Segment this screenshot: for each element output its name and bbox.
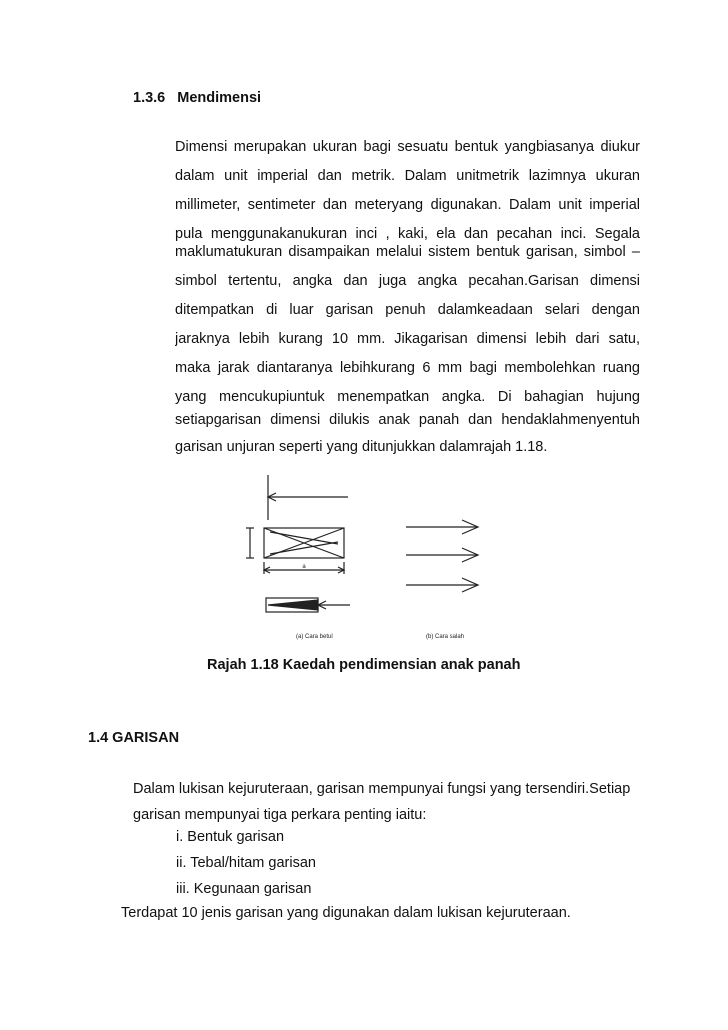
garisan-closing: Terdapat 10 jenis garisan yang digunakan dalam lukisan kejuruteraan.	[121, 905, 571, 921]
dimension-arrow-figure	[230, 470, 510, 645]
wrong-arrows	[406, 520, 478, 592]
intro-line: Dalam lukisan kejuruteraan, garisan mempunyai fungsi yang tersendiri.Setiap	[133, 781, 631, 797]
figure-label-correct: (a) Cara betul	[296, 634, 333, 640]
section-heading	[133, 90, 261, 106]
paragraph-line: setiapgarisan dimensi dilukis anak panah dan hendaklahmenyentuh	[175, 412, 640, 428]
paragraph-line: maklumatukuran disampaikan melalui sistem bentuk garisan, simbol –	[175, 244, 640, 260]
paragraph-line: simbol tertentu, angka dan juga angka pecahan.Garisan dimensi	[175, 273, 640, 289]
paragraph-line: maka jarak diantaranya lebihkurang 6 mm bagi membolehkan ruang	[175, 360, 640, 376]
section-number: 1.3.6	[133, 90, 166, 106]
dimension-letter: a	[302, 564, 306, 570]
section-title: Mendimensi	[177, 90, 262, 106]
section-garisan-heading: 1.4 GARISAN	[88, 730, 180, 746]
paragraph-line: ditempatkan di luar garisan penuh dalamkeadaan selari dengan	[175, 302, 640, 318]
paragraph-line: millimeter, sentimeter dan meteryang digunakan. Dalam unit imperial	[175, 197, 640, 213]
figure-caption: Rajah 1.18 Kaedah pendimensian anak panah	[207, 657, 521, 673]
intro-line: garisan mempunyai tiga perkara penting iaitu:	[133, 807, 427, 823]
figure-label-wrong: (b) Cara salah	[426, 634, 465, 640]
filled-arrow	[266, 598, 350, 612]
list-item: iii. Kegunaan garisan	[176, 881, 312, 897]
paragraph-line: jaraknya lebih kurang 10 mm. Jikagarisan dimensi lebih dari satu,	[175, 331, 640, 347]
paragraph-line: Dimensi merupakan ukuran bagi sesuatu bentuk yangbiasanya diukur	[175, 139, 640, 155]
list-item: ii. Tebal/hitam garisan	[176, 855, 316, 871]
list-item: i. Bentuk garisan	[176, 829, 285, 845]
arrow-left-top	[268, 475, 348, 520]
paragraph-line: pula menggunakanukuran inci , kaki, ela dan pecahan inci. Segala	[175, 226, 640, 242]
paragraph-line: yang mencukupiuntuk menempatkan angka. Di bahagian hujung	[175, 389, 640, 405]
paragraph-line: garisan unjuran seperti yang ditunjukkan dalamrajah 1.18.	[175, 439, 548, 455]
paragraph-line: dalam unit imperial dan metrik. Dalam unitmetrik lazimnya ukuran	[175, 168, 640, 184]
correct-dimension-box	[246, 528, 344, 574]
